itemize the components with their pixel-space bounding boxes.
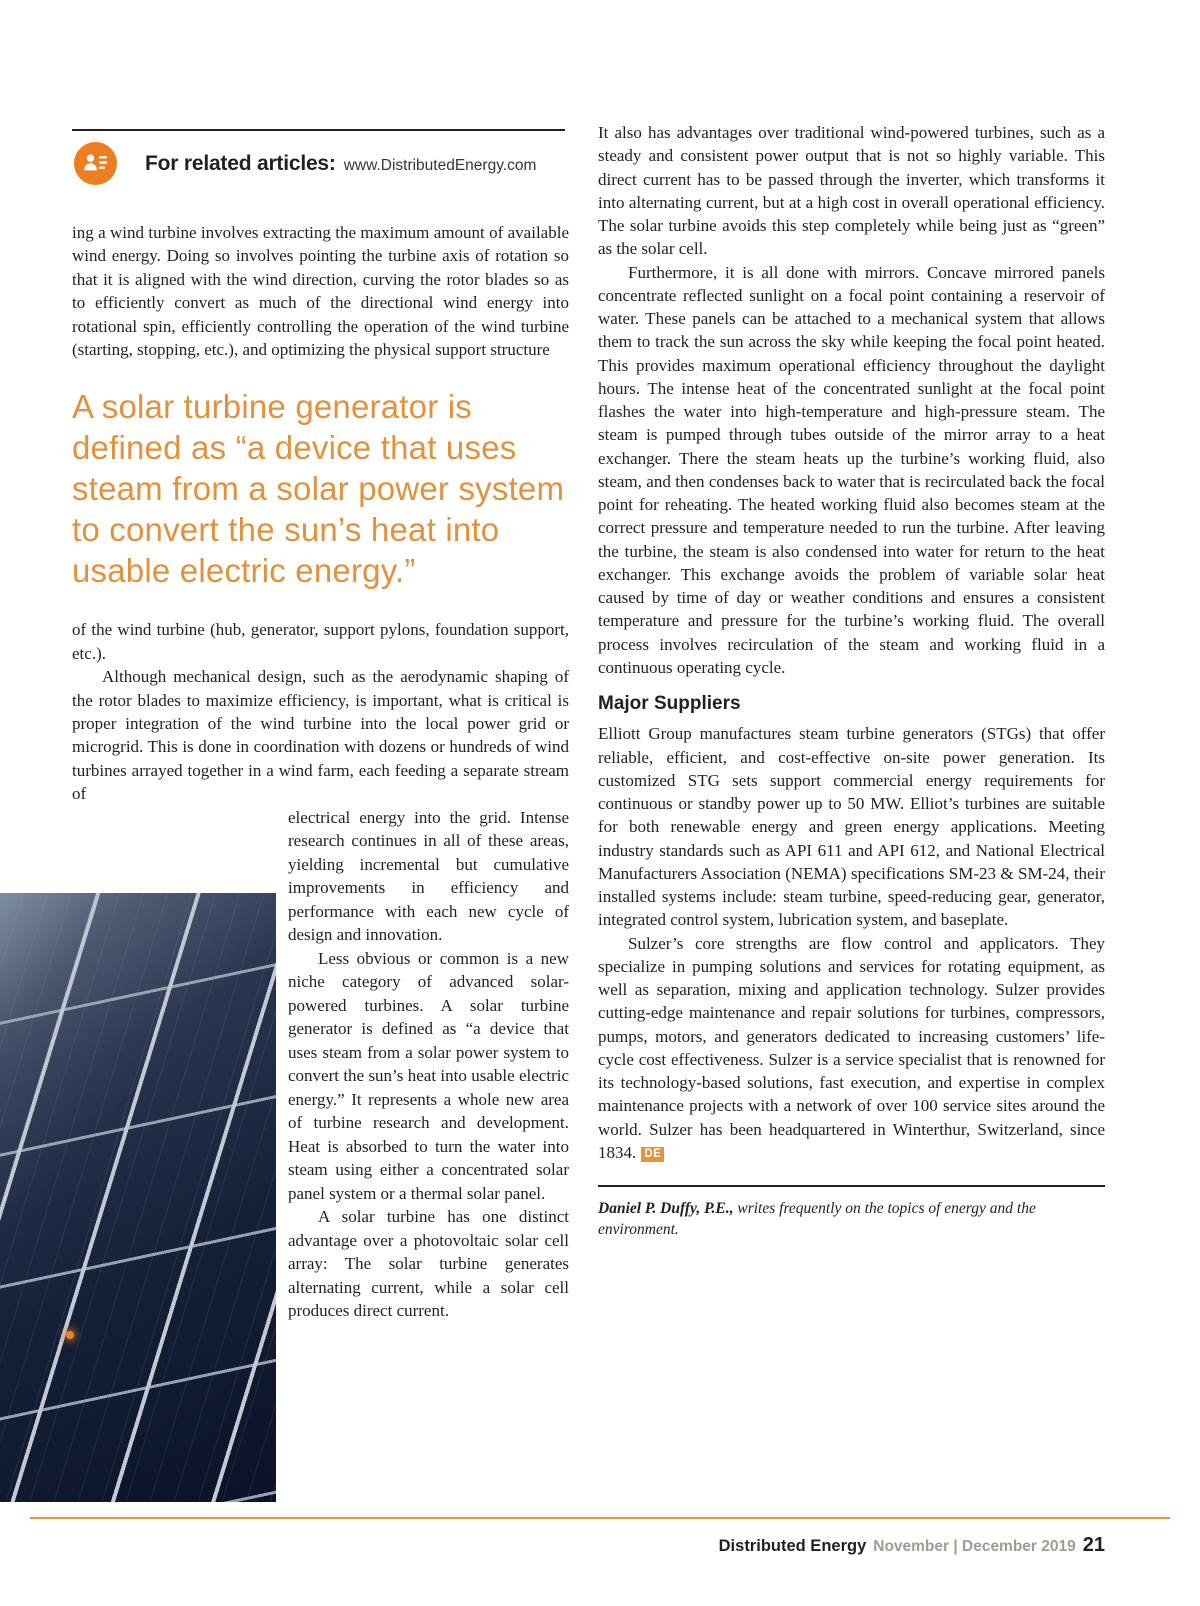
footer-divider bbox=[30, 1517, 1170, 1519]
article-paragraph: of the wind turbine (hub, generator, support pylons, foundation support, etc.). bbox=[72, 620, 569, 663]
footer-page-number: 21 bbox=[1082, 1534, 1105, 1556]
end-mark: DE bbox=[641, 1147, 665, 1163]
author-bio: writes frequently on the topics of energy and the environment. bbox=[598, 1200, 1036, 1238]
related-articles-divider bbox=[72, 129, 565, 131]
footer-issue-date: November | December 2019 bbox=[873, 1538, 1076, 1555]
article-paragraph-text: Sulzer’s core strengths are flow control and applicators. They specialize in pumping solutions and services for rotating equipment, as well as separation, mixing and application technology. Sulzer provides cutting-edge maintenance and repair solutions for turbines, compressors, pumps, motors, and generators dedicated to increasing customers’ life-cycle cost effectiveness. Sulzer is a service specialist that is renowned for its technology-based solutions, fast execution, and expertise in complex maintenance projects with a network of over 100 service sites around the world. Sulzer has been headquartered in Winterthur, Switzerland, since 1834. bbox=[598, 933, 1105, 1162]
article-paragraph: Furthermore, it is all done with mirrors. Concave mirrored panels concentrate reflected sunlight on a focal point containing a reservoir of water. These panels can be attached to a mechanical system that allows them to track the sun across the sky while keeping the focal point heated. This provides maximum operational efficiency throughout the daylight hours. The intense heat of the concentrated sunlight at the focal point flashes the water into high-temperature and high-pressure steam. The steam is pumped through tubes outside of the mirror array to a heat exchanger. There the steam heats up the turbine’s working fluid, also steam, and then condenses back to water that is recirculated back the focal point for reheating. The heated working fluid also becomes steam at the correct pressure and temperature needed to run the turbine. After leaving the turbine, the steam is also condensed into water for return to the heat exchanger. This exchange avoids the problem of variable solar heat caused by time of day or weather conditions and ensures a consistent temperature and pressure for the turbine’s working fluid. The overall process involves recirculation of the steam and working fluid in a continuous operating cycle. bbox=[598, 262, 1105, 677]
solar-panel-photo bbox=[0, 893, 276, 1502]
related-articles-banner bbox=[74, 142, 567, 185]
article-paragraph: electrical energy into the grid. Intense research continues in all of these areas, yielding incremental but cumulative improvements in efficiency and performance with each new cycle of design and innovation. bbox=[288, 807, 569, 945]
footer-magazine-title: Distributed Energy bbox=[718, 1537, 867, 1555]
author-divider bbox=[598, 1185, 1105, 1187]
sun-reflection-dot bbox=[66, 1331, 74, 1339]
related-articles-url[interactable]: www.DistributedEnergy.com bbox=[343, 156, 537, 174]
article-paragraph: Elliott Group manufactures steam turbine generators (STGs) that offer reliable, efficient, and cost-effective on-site power generation. Its customized STG sets support commercial energy requirements for continuous or standby power up to 50 MW. Elliot’s turbines are suitable for both renewable energy and green energy applications. Meeting industry standards such as API 611 and API 612, and National Electrical Manufacturers Association (NEMA) specifications SM-23 & SM-24, their installed systems include: steam turbine, speed-reducing gear, generator, integrated control system, lubrication system, and baseplate. bbox=[598, 724, 1105, 930]
page-footer bbox=[719, 1534, 1105, 1557]
right-column bbox=[598, 121, 1105, 1240]
article-paragraph bbox=[598, 932, 1105, 1165]
article-paragraph: Less obvious or common is a new niche category of advanced solar-powered turbines. A solar turbine generator is defined as “a device that uses steam from a solar power system to convert the sun’s heat into usable electric energy.” It represents a whole new area of turbine research and development. Heat is absorbed to turn the water into steam using either a concentrated solar panel system or a thermal solar panel. bbox=[288, 948, 569, 1203]
related-articles-text bbox=[145, 152, 536, 176]
article-paragraph: It also has advantages over traditional wind-powered turbines, such as a steady and consistent power output that is not so highly variable. This direct current has to be passed through the inverter, which transforms it into alternating current, but at a high cost in overall operational efficiency. The solar turbine avoids this step completely while being just as “green” as the solar cell. bbox=[598, 123, 1105, 259]
wrapped-text-block bbox=[288, 806, 569, 1323]
article-paragraph: Although mechanical design, such as the aerodynamic shaping of the rotor blades to maximize efficiency, is important, what is critical is proper integration of the wind turbine into the local power grid or microgrid. This is done in coordination with dozens or hundreds of wind turbines arrayed together in a wind farm, each feeding a separate stream of bbox=[72, 667, 569, 804]
article-paragraph: ing a wind turbine involves extracting the maximum amount of available wind energy. Doing so involves pointing the turbine axis of rotation so that it is aligned with the wind direction, curving the rotor blades so as to efficiently convert as much of the directional wind energy into rotational spin, efficiently controlling the operation of the wind turbine (starting, stopping, etc.), and optimizing the physical support structure bbox=[72, 223, 569, 360]
author-name: Daniel P. Duffy, P.E., bbox=[598, 1200, 734, 1217]
related-articles-icon bbox=[74, 142, 117, 185]
author-credit bbox=[598, 1198, 1105, 1240]
major-suppliers-heading: Major Suppliers bbox=[598, 693, 741, 714]
article-paragraph: A solar turbine has one distinct advantage over a photovoltaic solar cell array: The solar turbine generates alternating current, while a solar cell produces direct current. bbox=[288, 1207, 569, 1321]
pull-quote: A solar turbine generator is defined as “a device that uses steam from a solar power system to convert the sun’s heat into usable electric energy.” bbox=[72, 388, 565, 590]
related-articles-label: For related articles: bbox=[145, 151, 336, 175]
